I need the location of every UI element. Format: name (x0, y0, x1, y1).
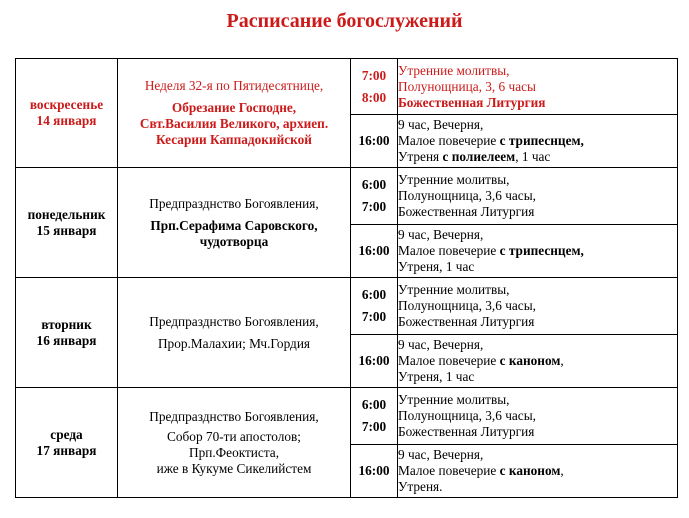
table-row (16, 59, 678, 115)
feast-line: Свт.Василия Великого, архиеп. (139, 116, 329, 131)
service-line: Утренние молитвы, (398, 392, 510, 407)
service-line: Утренние молитвы, (398, 172, 510, 187)
evening-time-cell: 16:00 (351, 335, 398, 388)
feast-line: иже в Кукуме Сикелийстем (156, 460, 312, 476)
day-name: среда (50, 426, 83, 442)
feast-line: чудотворца (199, 233, 269, 249)
feast-line: Собор 70-ти апостолов; (167, 428, 301, 444)
service-line: Малое повечерие с трипеснцем, (398, 243, 584, 258)
table-row (16, 168, 678, 225)
time-label: 6:00 (361, 177, 387, 192)
service-line: Божественная Литургия (398, 94, 546, 110)
morning-services-cell (398, 168, 678, 225)
service-line: Малое повечерие с каноном, (398, 463, 564, 478)
day-name: понедельник (27, 206, 106, 222)
feast-line: Неделя 32-я по Пятидесятнице, (144, 78, 324, 93)
evening-time-cell: 16:00 (351, 115, 398, 168)
feast-line: Прп.Феоктиста, (188, 444, 280, 460)
service-line: Божественная Литургия (398, 314, 535, 329)
time-label: 6:00 (361, 397, 387, 412)
feast-cell (118, 59, 351, 168)
evening-services-cell (398, 335, 678, 388)
feast-line: Кесарии Каппадокийской (156, 132, 312, 147)
time-label: 7:00 (361, 419, 387, 434)
feast-line: Прп.Серафима Саровского, (150, 217, 318, 233)
morning-services-cell (398, 278, 678, 335)
feast-line: Обрезание Господне, (171, 100, 297, 115)
morning-time-cell (351, 59, 398, 115)
day-name: воскресенье (29, 97, 104, 112)
service-line: Утреня с полиелеем, 1 час (398, 149, 551, 164)
service-line: Утренние молитвы, (398, 62, 510, 78)
page-title: Расписание богослужений (226, 10, 463, 32)
service-line: Утреня, 1 час (398, 259, 475, 274)
day-cell (16, 59, 118, 168)
service-line: Малое повечерие с каноном, (398, 353, 564, 368)
evening-time-cell: 16:00 (351, 225, 398, 278)
feast-line: Прор.Малахии; Мч.Гордия (157, 335, 311, 351)
service-line: Полунощница, 3,6 часы, (398, 188, 536, 203)
service-line: Полунощница, 3,6 часы, (398, 298, 536, 313)
day-date: 14 января (36, 113, 97, 128)
service-line: 9 час, Вечерня, (398, 337, 484, 352)
service-line: Божественная Литургия (398, 424, 535, 439)
service-line: Малое повечерие с трипеснцем, (398, 133, 584, 148)
service-line: Полунощница, 3,6 часы, (398, 408, 536, 423)
evening-time-cell: 16:00 (351, 445, 398, 498)
feast-line: Предпразднство Богоявления, (149, 408, 319, 424)
service-line: Утреня, 1 час (398, 369, 475, 384)
service-line: 9 час, Вечерня, (398, 117, 484, 132)
service-line: Утренние молитвы, (398, 282, 510, 297)
time-label: 8:00 (361, 89, 387, 105)
service-line: Полунощница, 3, 6 часы (398, 78, 536, 94)
time-label: 7:00 (361, 67, 387, 83)
day-cell (16, 168, 118, 278)
feast-cell (118, 388, 351, 498)
time-label: 7:00 (361, 199, 387, 214)
day-cell (16, 388, 118, 498)
morning-services-cell (398, 59, 678, 115)
feast-line: Предпразднство Богоявления, (149, 195, 319, 211)
morning-time-cell (351, 388, 398, 445)
table-row (16, 278, 678, 335)
service-line: Божественная Литургия (398, 204, 535, 219)
service-line: 9 час, Вечерня, (398, 227, 484, 242)
evening-services-cell (398, 445, 678, 498)
morning-time-cell (351, 278, 398, 335)
feast-cell (118, 278, 351, 388)
day-name: вторник (41, 316, 92, 332)
time-label: 6:00 (361, 287, 387, 302)
feast-line: Предпразднство Богоявления, (149, 313, 319, 329)
morning-services-cell (398, 388, 678, 445)
table-row (16, 388, 678, 445)
morning-time-cell (351, 168, 398, 225)
evening-services-cell (398, 225, 678, 278)
time-label: 7:00 (361, 309, 387, 324)
evening-services-cell (398, 115, 678, 168)
day-cell (16, 278, 118, 388)
day-date: 17 января (36, 442, 97, 458)
day-date: 16 января (36, 332, 97, 348)
service-line: Утреня. (398, 479, 443, 494)
service-line: 9 час, Вечерня, (398, 447, 484, 462)
schedule-table (15, 58, 678, 498)
day-date: 15 января (36, 222, 97, 238)
feast-cell (118, 168, 351, 278)
